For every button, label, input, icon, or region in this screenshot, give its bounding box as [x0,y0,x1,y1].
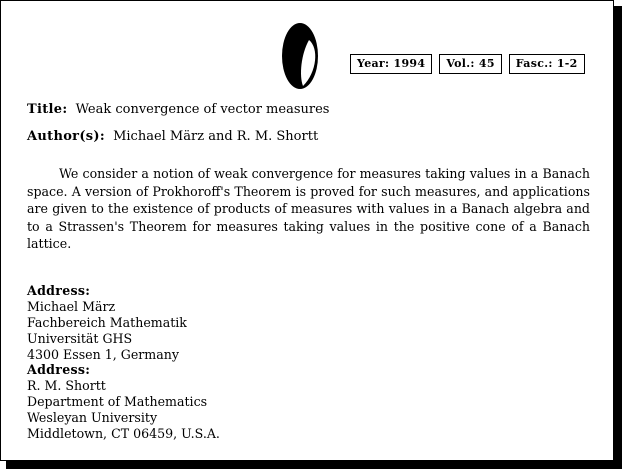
address-line: Fachbereich Mathematik [27,315,187,330]
year-badge: Year: 1994 [350,54,432,74]
journal-logo-icon [279,20,321,92]
address-line: Department of Mathematics [27,394,208,409]
address-heading: Address: [27,362,91,377]
address-line: 4300 Essen 1, Germany [27,347,179,362]
fascicle-badge: Fasc.: 1-2 [509,54,585,74]
address-line: R. M. Shortt [27,378,106,393]
address-line: Universität GHS [27,331,133,346]
abstract: We consider a notion of weak convergence for measures taking values in a Banach space. A version of Prokhoroff's Theorem is proved for such measures, and applications are given to the existence of products of measures with values in a Banach algebra and to a Strassen's Theorem for measures taking values in the positive cone of a Banach lattice. [27,166,590,251]
address-line: Wesleyan University [27,410,158,425]
address-block [27,283,187,363]
article-title: Weak convergence of vector measures [75,102,330,117]
card-shadow-bottom [6,461,622,469]
address-line: Middletown, CT 06459, U.S.A. [27,426,220,441]
authors-line [27,129,318,144]
article-authors: Michael März and R. M. Shortt [113,129,319,144]
address-heading: Address: [27,283,91,298]
title-label: Title: [27,102,68,117]
authors-label: Author(s): [27,129,105,144]
address-block [27,362,220,442]
card-shadow-right [614,6,622,469]
issue-badges [350,54,585,74]
address-line: Michael März [27,299,116,314]
volume-badge: Vol.: 45 [439,54,501,74]
title-line [27,102,329,117]
